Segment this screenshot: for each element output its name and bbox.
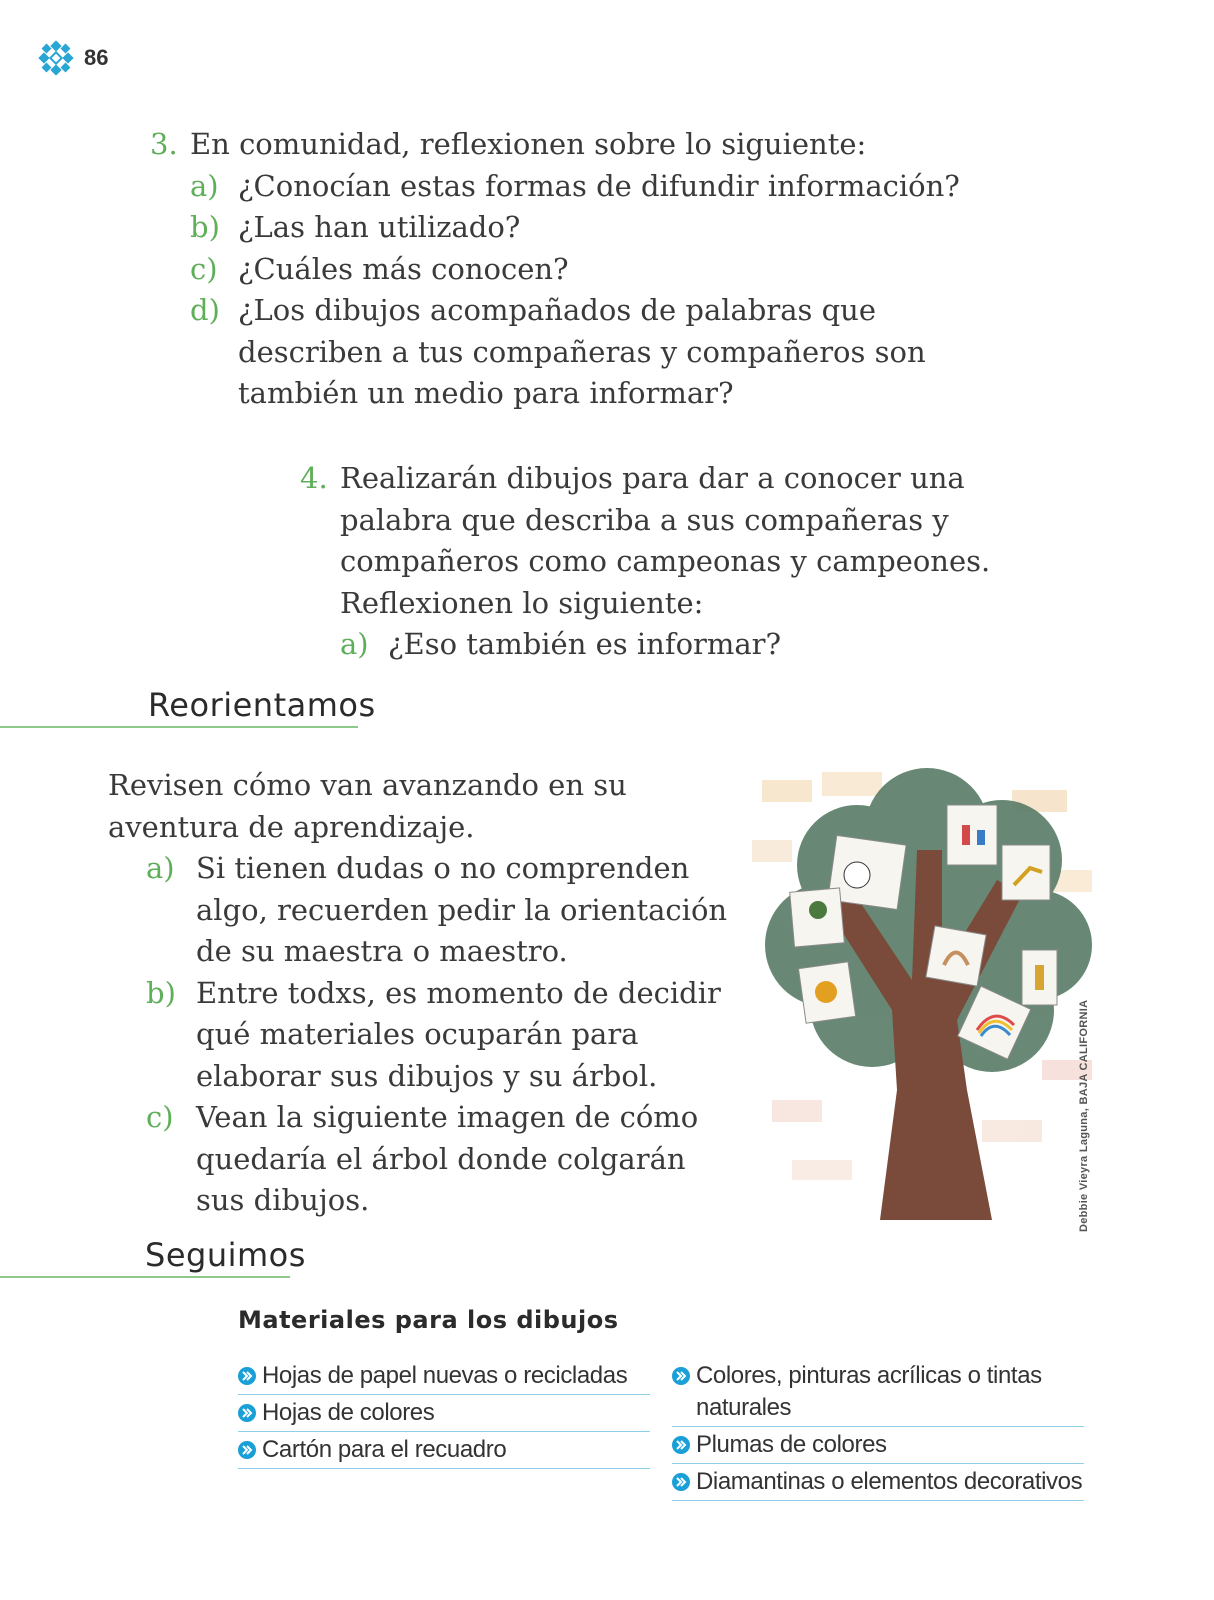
item-letter: b) xyxy=(190,210,220,244)
list-item xyxy=(190,290,1150,415)
page-header xyxy=(38,40,108,76)
question-line: Reflexionen lo siguiente: xyxy=(340,585,704,620)
item-letter: d) xyxy=(190,293,220,327)
question-number: 4. xyxy=(300,461,328,495)
item-text: ¿Cuáles más conocen? xyxy=(238,251,569,286)
item-line: algo, recuerden pedir la orientación xyxy=(196,892,728,927)
item-line: Si tienen dudas o no comprenden xyxy=(196,851,690,885)
tree-illustration xyxy=(752,760,1097,1220)
item-text: Plumas de colores xyxy=(696,1431,887,1458)
list-item xyxy=(672,1464,1084,1501)
question-3-items xyxy=(150,166,1150,415)
item-line: describen a tus compañeras y compañeros son xyxy=(238,334,926,369)
item-line: naturales xyxy=(696,1394,792,1421)
chevron-bullet-icon xyxy=(672,1429,696,1461)
list-item xyxy=(190,166,1150,208)
item-text: Hojas de papel nuevas o recicladas xyxy=(262,1362,628,1389)
list-item xyxy=(672,1358,1084,1427)
chevron-bullet-icon xyxy=(238,1434,262,1466)
item-line: también un medio para informar? xyxy=(238,376,734,410)
list-item xyxy=(672,1427,1084,1464)
question-text: En comunidad, reflexionen sobre lo siguiente: xyxy=(190,127,867,161)
question-line: palabra que describa a sus compañeras y xyxy=(340,502,949,537)
list-item xyxy=(238,1358,650,1395)
item-line: de su maestra o maestro. xyxy=(196,934,568,968)
illustration-credit xyxy=(1078,1000,1090,1232)
reorientamos-items xyxy=(108,848,748,1222)
section-divider xyxy=(0,726,358,728)
item-letter: c) xyxy=(146,1100,174,1134)
list-item xyxy=(340,624,1180,666)
credit-author: Debbie Vieyra Laguna, xyxy=(1078,1107,1090,1232)
intro-line: aventura de aprendizaje. xyxy=(108,809,475,844)
question-4-items xyxy=(300,624,1180,666)
section-title-reorientamos: Reorientamos xyxy=(148,686,376,724)
item-text: Cartón para el recuadro xyxy=(262,1436,507,1463)
list-item xyxy=(190,207,1150,249)
list-item xyxy=(146,973,748,1098)
intro-line: Revisen cómo van avanzando en su xyxy=(108,768,627,802)
section-divider xyxy=(0,1276,290,1278)
list-item xyxy=(190,249,1150,291)
list-item xyxy=(238,1395,650,1432)
credit-state: BAJA CALIFORNIA xyxy=(1078,999,1090,1105)
question-4 xyxy=(300,458,1180,666)
question-3 xyxy=(150,124,1150,415)
question-number: 3. xyxy=(150,127,178,161)
page-number: 86 xyxy=(84,45,109,70)
item-letter: b) xyxy=(146,975,176,1010)
materials-list-left xyxy=(238,1358,650,1469)
item-text: ¿Las han utilizado? xyxy=(238,210,521,244)
item-line: qué materiales ocuparán para xyxy=(196,1017,639,1051)
materials-list-right xyxy=(672,1358,1084,1501)
section-title-seguimos: Seguimos xyxy=(145,1236,306,1274)
list-item xyxy=(238,1432,650,1469)
chevron-bullet-icon xyxy=(238,1397,262,1429)
item-letter: c) xyxy=(190,251,218,286)
materials-title: Materiales para los dibujos xyxy=(238,1306,619,1334)
item-text: ¿Conocían estas formas de difundir información? xyxy=(238,168,960,203)
question-line: compañeros como campeonas y campeones. xyxy=(340,544,991,578)
item-line: ¿Los dibujos acompañados de palabras que xyxy=(238,293,877,327)
item-line: quedaría el árbol donde colgarán xyxy=(196,1141,686,1176)
chevron-bullet-icon xyxy=(238,1360,262,1392)
item-line: elaborar sus dibujos y su árbol. xyxy=(196,1058,658,1093)
item-text: Diamantinas o elementos decorativos xyxy=(696,1468,1083,1495)
snowflake-emblem-icon xyxy=(38,40,74,76)
chevron-bullet-icon xyxy=(672,1360,696,1392)
item-letter: a) xyxy=(146,851,175,885)
item-line: sus dibujos. xyxy=(196,1183,370,1217)
item-letter: a) xyxy=(340,627,369,661)
reorientamos-body xyxy=(108,765,748,1222)
item-line: Entre todxs, es momento de decidir xyxy=(196,975,721,1010)
question-line: Realizarán dibujos para dar a conocer una xyxy=(340,461,965,495)
item-line: Vean la siguiente imagen de cómo xyxy=(196,1100,699,1134)
list-item xyxy=(146,1097,748,1222)
chevron-bullet-icon xyxy=(672,1466,696,1498)
item-text: Hojas de colores xyxy=(262,1399,435,1426)
item-letter: a) xyxy=(190,168,219,203)
item-text: ¿Eso también es informar? xyxy=(388,627,782,661)
list-item xyxy=(146,848,748,973)
item-line: Colores, pinturas acrílicas o tintas xyxy=(696,1362,1042,1389)
